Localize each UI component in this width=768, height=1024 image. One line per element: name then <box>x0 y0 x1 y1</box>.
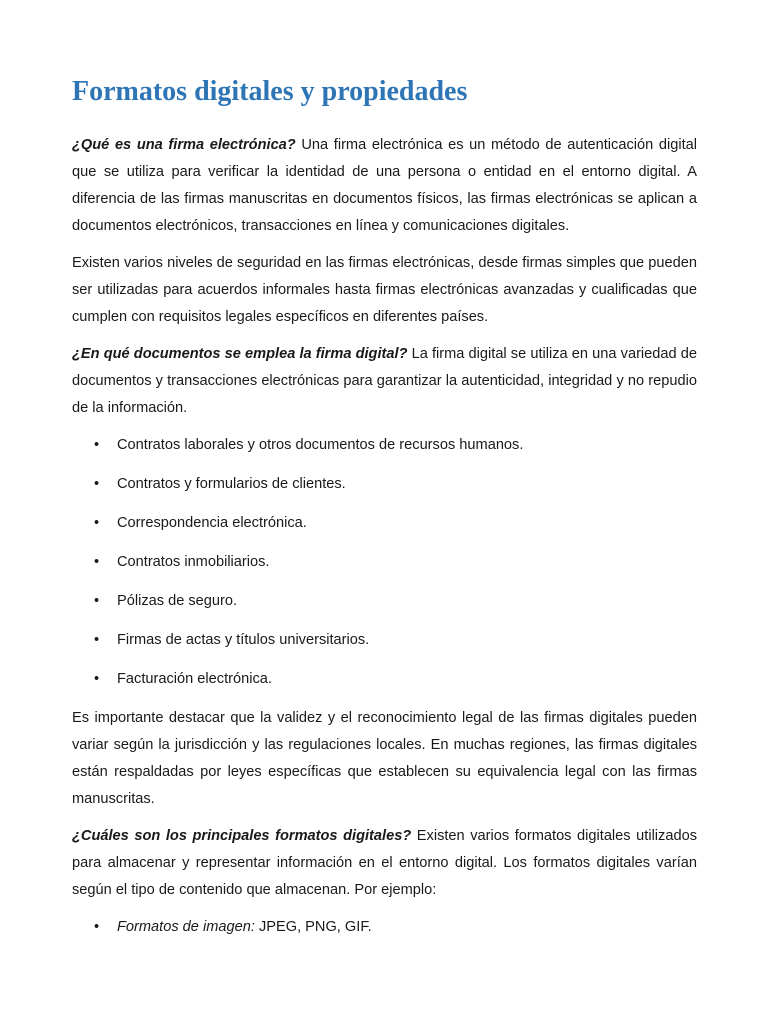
bullet-icon: • <box>94 593 100 609</box>
bullet-icon: • <box>94 476 100 492</box>
format-values: JPEG, PNG, GIF. <box>254 919 372 935</box>
list-item <box>72 666 697 693</box>
paragraph-formatos <box>72 823 697 904</box>
list-item <box>72 627 697 654</box>
list-item <box>72 471 697 498</box>
list-item-text: Contratos laborales y otros documentos de recursos humanos. <box>117 437 524 453</box>
list-item-text: Firmas de actas y títulos universitarios. <box>117 632 370 648</box>
paragraph-text: La firma digital se utiliza en una variedad de documentos y transacciones electrónicas para garantizar la autenticidad, integridad y no repudio de la información. <box>72 346 698 416</box>
list-item-text: Facturación electrónica. <box>117 671 272 687</box>
bullet-icon: • <box>94 554 100 570</box>
bullet-icon: • <box>94 671 100 687</box>
question-firma-electronica: ¿Qué es una firma electrónica? <box>72 137 296 153</box>
list-item <box>72 549 697 576</box>
format-label: Formatos de imagen: <box>117 919 255 935</box>
list-item-text: Pólizas de seguro. <box>117 593 238 609</box>
paragraph-text: Existen varios formatos digitales utilizados para almacenar y representar información en el entorno digital. Los formatos digitales varían según el tipo de contenido que almacenan. Por ejemplo: <box>72 828 697 898</box>
format-list <box>72 914 697 941</box>
paragraph-validez-legal: Es importante destacar que la validez y el reconocimiento legal de las firmas digitales pueden variar según la jurisdicción y las regulaciones locales. En muchas regiones, las firmas digitales están respaldadas por leyes específicas que establecen su equivalencia legal con las firmas manuscritas. <box>72 710 697 807</box>
bullet-icon: • <box>94 515 100 531</box>
bullet-icon: • <box>94 919 100 935</box>
page-title: Formatos digitales y propiedades <box>72 76 468 107</box>
list-item <box>72 588 697 615</box>
document-page <box>72 72 697 953</box>
list-item <box>72 510 697 537</box>
question-formatos: ¿Cuáles son los principales formatos digitales? <box>72 828 412 844</box>
document-list <box>72 432 697 693</box>
bullet-icon: • <box>94 437 100 453</box>
paragraph-text: Una firma electrónica es un método de autenticación digital que se utiliza para verificar la identidad de una persona o entidad en el entorno digital. A diferencia de las firmas manuscritas en documentos físicos, las firmas electrónicas se aplican a documentos electrónicos, transacciones en línea y comunicaciones digitales. <box>72 137 697 234</box>
bullet-icon: • <box>94 632 100 648</box>
list-item-text: Contratos y formularios de clientes. <box>117 476 346 492</box>
list-item-text: Contratos inmobiliarios. <box>117 554 270 570</box>
paragraph-niveles-seguridad: Existen varios niveles de seguridad en las firmas electrónicas, desde firmas simples que pueden ser utilizadas para acuerdos informales hasta firmas electrónicas avanzadas y cualificadas que cumplen con requisitos legales específicos en diferentes países. <box>72 255 697 325</box>
paragraph-documentos <box>72 341 697 422</box>
list-item <box>72 432 697 459</box>
list-item <box>72 914 697 941</box>
list-item-text: Correspondencia electrónica. <box>117 515 307 531</box>
paragraph-firma-electronica <box>72 132 697 240</box>
question-documentos: ¿En qué documentos se emplea la firma digital? <box>72 346 408 362</box>
